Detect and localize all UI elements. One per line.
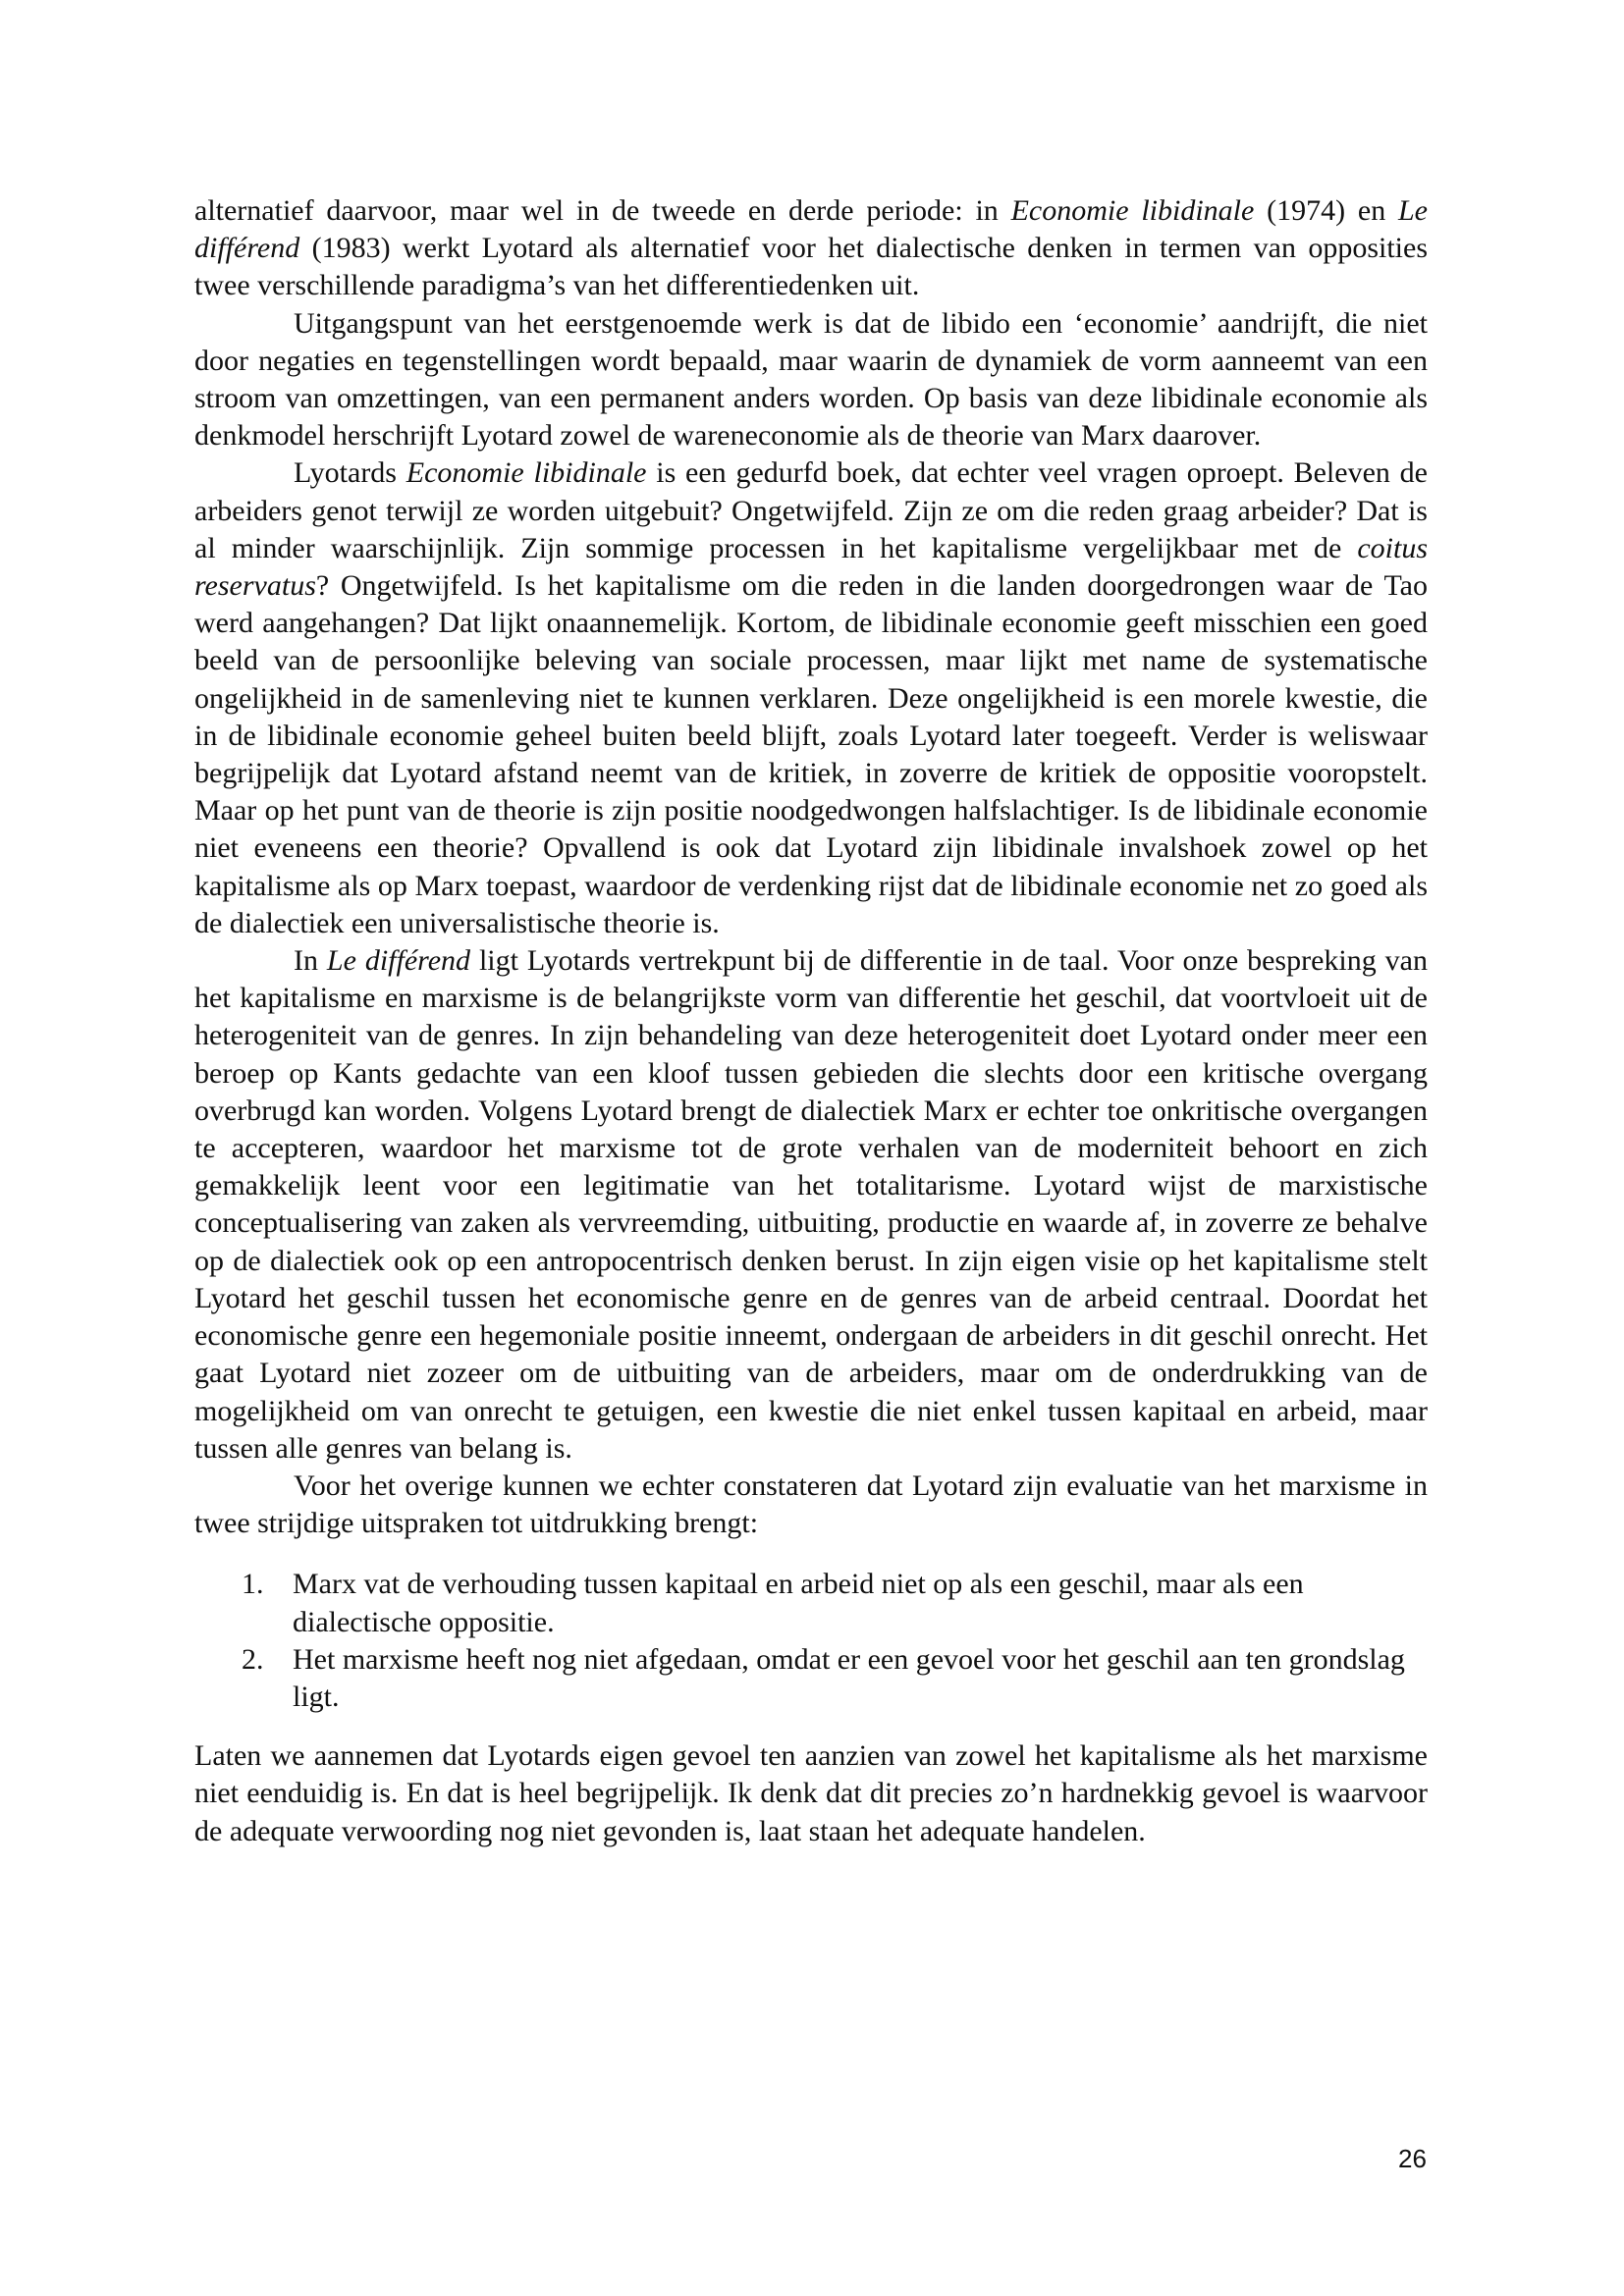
list-item-text: Marx vat de verhouding tussen kapitaal en arbeid niet op als een geschil, maar als een dialectische oppositie. bbox=[293, 1568, 1304, 1638]
text-segment: Lyotards bbox=[294, 456, 406, 490]
paragraph-3 bbox=[194, 454, 1428, 942]
body-text bbox=[194, 192, 1428, 1850]
list-item-number: 1. bbox=[242, 1568, 264, 1601]
list-item-number: 2. bbox=[242, 1642, 264, 1676]
list-item bbox=[194, 1566, 1428, 1640]
paragraph-2 bbox=[194, 305, 1428, 455]
list-item bbox=[194, 1641, 1428, 1716]
list-item-text: Het marxisme heeft nog niet afgedaan, omdat er een gevoel voor het geschil aan ten grondslag ligt. bbox=[293, 1642, 1405, 1713]
paragraph-1 bbox=[194, 192, 1428, 305]
text-segment: (1983) werkt Lyotard als alternatief voor het dialectische denken in termen van opposities twee verschillende paradigma’s van het differentiedenken uit. bbox=[194, 232, 1428, 302]
paragraph-5 bbox=[194, 1468, 1428, 1542]
italic-title: Le différend bbox=[326, 944, 471, 978]
text-segment: In bbox=[294, 944, 327, 978]
text-segment: alternatief daarvoor, maar wel in de tweede en derde periode: in bbox=[194, 194, 1011, 227]
text-segment: Uitgangspunt van het eerstgenoemde werk is dat de libido een ‘economie’ aandrijft, die niet door negaties en tegenstellingen wordt bepaald, maar waarin de dynamiek de vorm aanneemt van een stroom van omzettingen, van een permanent anders worden. Op basis van deze libidinale economie als denkmodel herschrijft Lyotard zowel de wareneconomie als de theorie van Marx daarover. bbox=[194, 306, 1428, 453]
text-segment: (1974) en bbox=[1254, 194, 1398, 227]
paragraph-4 bbox=[194, 942, 1428, 1468]
text-segment: ligt Lyotards vertrekpunt bij de differentie in de taal. Voor onze bespreking van het kapitalisme en marxisme is de belangrijkste vorm van differentie het geschil, dat voortvloeit uit de heterogeniteit van de genres. In zijn behandeling van deze heterogeniteit doet Lyotard onder meer een beroep op Kants gedachte van een kloof tussen gebieden die slechts door een kritische overgang overbrugd kan worden. Volgens Lyotard brengt de dialectiek Marx er echter toe onkritische overgangen te accepteren, waardoor het marxisme tot de grote verhalen van de moderniteit behoort en zich gemakkelijk leent voor een legitimatie van het totalitarisme. Lyotard wijst de marxistische conceptualisering van zaken als vervreemding, uitbuiting, productie en waarde af, in zoverre ze behalve op de dialectiek ook op een antropocentrisch denken berust. In zijn eigen visie op het kapitalisme stelt Lyotard het geschil tussen het economische genre en de genres van de arbeid centraal. Doordat het economische genre een hegemoniale positie inneemt, ondergaan de arbeiders in dit geschil onrecht. Het gaat Lyotard niet zozeer om de uitbuiting van de arbeiders, maar om de onderdrukking van de mogelijkheid om van onrecht te getuigen, een kwestie die niet enkel tussen kapitaal en arbeid, maar tussen alle genres van belang is. bbox=[194, 944, 1428, 1465]
text-segment: ? Ongetwijfeld. Is het kapitalisme om die reden in die landen doorgedrongen waar de Tao werd aangehangen? Dat lijkt onaannemelijk. Kortom, de libidinale economie geeft misschien een goed beeld van de persoonlijke beleving van sociale processen, maar lijkt met name de systematische ongelijkheid in de samenleving niet te kunnen verklaren. Deze ongelijkheid is een morele kwestie, die in de libidinale economie geheel buiten beeld blijft, zoals Lyotard later toegeeft. Verder is weliswaar begrijpelijk dat Lyotard afstand neemt van de kritiek, in zoverre de kritiek de oppositie vooropstelt. Maar op het punt van de theorie is zijn positie noodgedwongen halfslachtiger. Is de libidinale economie niet eveneens een theorie? Opvallend is ook dat Lyotard zijn libidinale invalshoek zowel op het kapitalisme als op Marx toepast, waardoor de verdenking rijst dat de libidinale economie net zo goed als de dialectiek een universalistische theorie is. bbox=[194, 569, 1428, 939]
italic-title: Economie libidinale bbox=[1010, 194, 1255, 227]
paragraphs bbox=[194, 192, 1428, 1542]
text-segment: Voor het overige kunnen we echter constateren dat Lyotard zijn evaluatie van het marxisme in twee strijdige uitspraken tot uitdrukking brengt: bbox=[194, 1468, 1428, 1540]
italic-title: Le différend bbox=[194, 194, 1428, 265]
italic-title: coitus reservatus bbox=[194, 531, 1428, 603]
numbered-list bbox=[194, 1566, 1428, 1716]
italic-title: Economie libidinale bbox=[406, 456, 647, 490]
closing-paragraph: Laten we aannemen dat Lyotards eigen gevoel ten aanzien van zowel het kapitalisme als het marxisme niet eenduidig is. En dat is heel begrijpelijk. Ik denk dat dit precies zo’n hardnekkig gevoel is waarvoor de adequate verwoording nog niet gevonden is, laat staan het adequate handelen. bbox=[194, 1739, 1428, 1847]
page-number: 26 bbox=[1398, 2144, 1427, 2173]
text-segment: is een gedurfd boek, dat echter veel vragen oproept. Beleven de arbeiders genot terwijl ze worden uitgebuit? Ongetwijfeld. Zijn ze om die reden graag arbeider? Dat is al minder waarschijnlijk. Zijn sommige processen in het kapitalisme vergelijkbaar met de bbox=[194, 456, 1428, 564]
